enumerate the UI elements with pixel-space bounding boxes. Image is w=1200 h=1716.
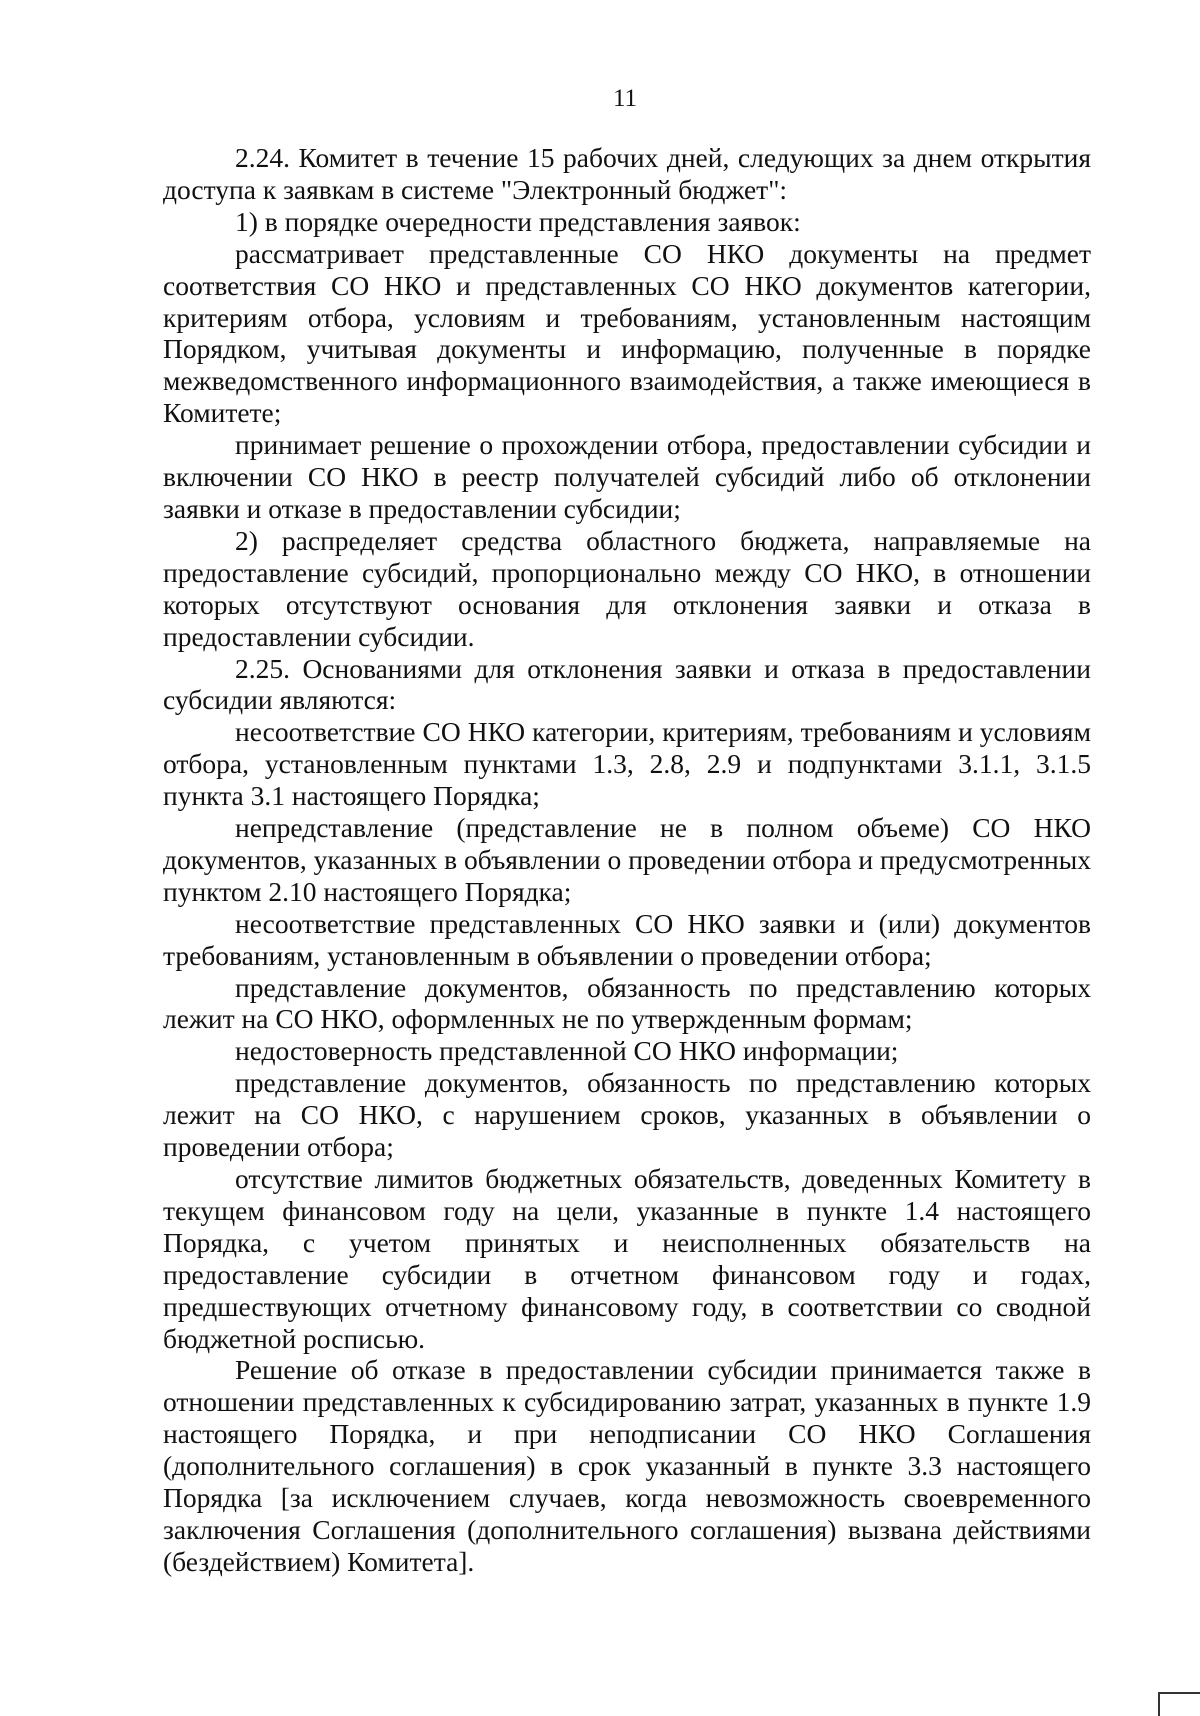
paragraph: 2.24. Комитет в течение 15 рабочих дней, следующих за днем открытия доступа к заявкам в системе "Электронный бюджет":: [163, 142, 1091, 205]
paragraph: непредставление (представление не в полном объеме) СО НКО документов, указанных в объявлении о проведении отбора и предусмотренных пунктом 2.10 настоящего Порядка;: [163, 812, 1091, 907]
paragraph: 2) распределяет средства областного бюджета, направляемые на предоставление субсидий, пропорционально между СО НКО, в отношении которых отсутствуют основания для отклонения заявки и отказа в предоставлении субсидии.: [163, 524, 1091, 652]
paragraph: несоответствие СО НКО категории, критериям, требованиям и условиям отбора, установленным пунктами 1.3, 2.8, 2.9 и подпунктами 3.1.1, 3.1.5 пункта 3.1 настоящего Порядка;: [163, 716, 1091, 812]
page-number: 11: [612, 85, 638, 112]
scan-corner-mark: [1158, 1692, 1200, 1716]
paragraph: отсутствие лимитов бюджетных обязательств, доведенных Комитету в текущем финансовом году на цели, указанные в пункте 1.4 настоящего Порядка, с учетом принятых и неисполненных обязательств на предоставление субсидии в отчетном финансовом году и годах, предшествующих отчетному финансовому году, в соответствии со сводной бюджетной росписью.: [163, 1163, 1091, 1354]
paragraph: недостоверность представленной СО НКО информации;: [235, 1035, 899, 1067]
paragraph: 1) в порядке очередности представления заявок:: [235, 205, 801, 237]
paragraph: 2.25. Основаниями для отклонения заявки и отказа в предоставлении субсидии являются:: [163, 652, 1091, 716]
paragraph: несоответствие представленных СО НКО заявки и (или) документов требованиям, установленным в объявлении о проведении отбора;: [163, 907, 1091, 971]
document-body: [163, 142, 1091, 1578]
paragraph: представление документов, обязанность по представлению которых лежит на СО НКО, с нарушением сроков, указанных в объявлении о проведении отбора;: [163, 1067, 1091, 1163]
paragraph: представление документов, обязанность по представлению которых лежит на СО НКО, оформленных не по утвержденным формам;: [163, 971, 1091, 1035]
paragraph: Решение об отказе в предоставлении субсидии принимается также в отношении представленных к субсидированию затрат, указанных в пункте 1.9 настоящего Порядка, и при неподписании СО НКО Соглашения (дополнительного соглашения) в срок указанный в пункте 3.3 настоящего Порядка [за исключением случаев, когда невозможность своевременного заключения Соглашения (дополнительного соглашения) вызвана действиями (бездействием) Комитета].: [163, 1354, 1091, 1577]
paragraph: принимает решение о прохождении отбора, предоставлении субсидии и включении СО НКО в реестр получателей субсидий либо об отклонении заявки и отказе в предоставлении субсидии;: [163, 429, 1091, 524]
paragraph: рассматривает представленные СО НКО документы на предмет соответствия СО НКО и представленных СО НКО документов категории, критериям отбора, условиям и требованиям, установленным настоящим Порядком, учитывая документы и информацию, полученные в порядке межведомственного информационного взаимодействия, а также имеющиеся в Комитете;: [163, 237, 1091, 429]
